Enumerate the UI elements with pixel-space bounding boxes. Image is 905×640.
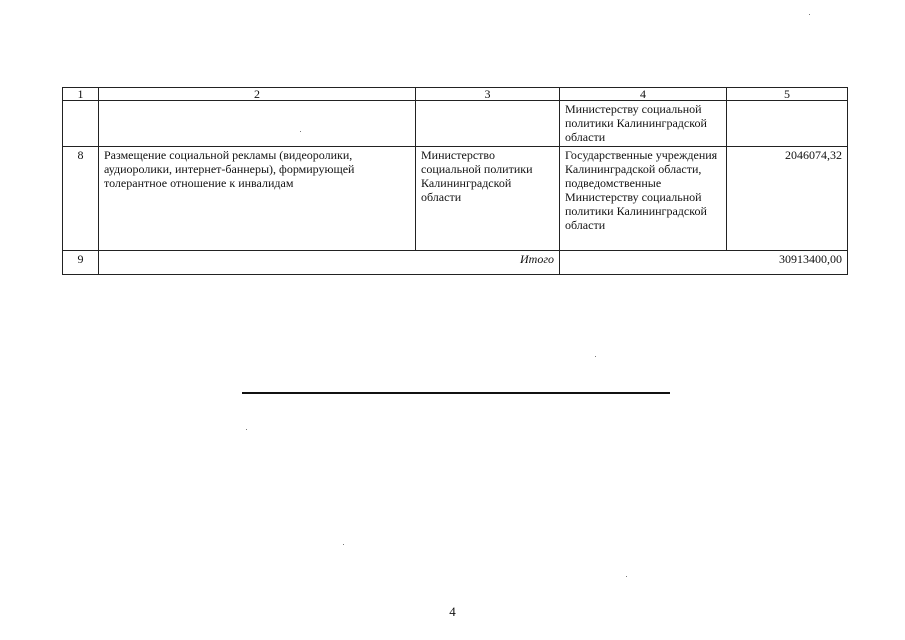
scan-speck	[246, 429, 247, 430]
scan-speck	[626, 576, 627, 577]
cell-continuation-amount	[727, 101, 848, 147]
cell-row8-description: Размещение социальной рекламы (видеоролики, аудиоролики, интернет-баннеры), формирующей толерантное отношение к инвалидам	[99, 147, 416, 251]
cell-total-amount: 30913400,00	[560, 251, 848, 275]
cell-continuation-description	[99, 101, 416, 147]
cell-row8-num: 8	[63, 147, 99, 251]
table-row-continuation	[63, 101, 848, 147]
cell-row8-amount: 2046074,32	[727, 147, 848, 251]
header-col-5: 5	[727, 88, 848, 101]
table-header-row	[63, 88, 848, 101]
cell-continuation-num	[63, 101, 99, 147]
cell-continuation-executor	[416, 101, 560, 147]
cell-row8-participants: Государственные учреждения Калининградской области, подведомственные Министерству социальной политики Калининградской области	[560, 147, 727, 251]
closing-rule	[242, 392, 670, 394]
cell-total-label: Итого	[99, 251, 560, 275]
header-col-1: 1	[63, 88, 99, 101]
scan-speck	[809, 14, 810, 15]
cell-continuation-participants: Министерству социальной политики Калининградской области	[560, 101, 727, 147]
budget-table	[62, 87, 848, 275]
scan-speck	[300, 131, 301, 132]
cell-row8-executor: Министерство социальной политики Калининградской области	[416, 147, 560, 251]
header-col-3: 3	[416, 88, 560, 101]
scan-speck	[595, 356, 596, 357]
page-number: 4	[449, 604, 456, 619]
header-col-4: 4	[560, 88, 727, 101]
cell-total-num: 9	[63, 251, 99, 275]
scan-speck	[343, 544, 344, 545]
header-col-2: 2	[99, 88, 416, 101]
table-row-8	[63, 147, 848, 251]
table-row-total	[63, 251, 848, 275]
